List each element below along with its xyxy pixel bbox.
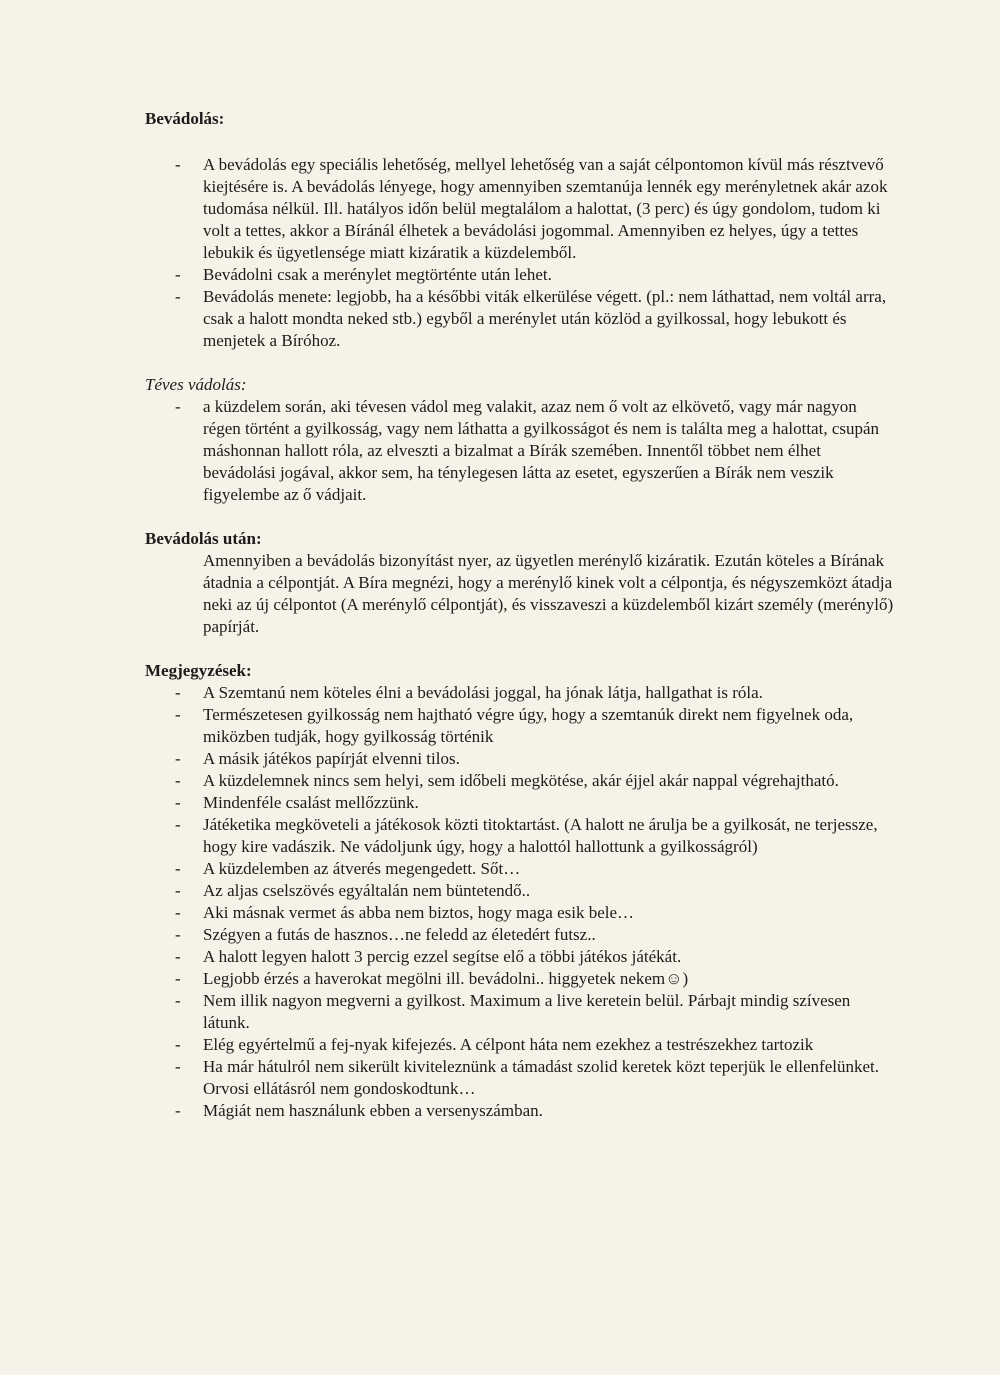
section-title-teves: Téves vádolás: [145, 375, 247, 394]
list-item: - Bevádolni csak a merénylet megtörténte után lehet. [145, 264, 895, 286]
megjegyzesek-list [145, 682, 895, 1122]
list-item: - A halott legyen halott 3 percig ezzel segítse elő a többi játékos játékát. [145, 946, 895, 968]
utan-paragraph: Amennyiben a bevádolás bizonyítást nyer, az ügyetlen merénylő kizáratik. Ezután köteles a Bírának átadnia a célpontját. A Bíra megnézi, hogy a merénylő kinek volt a célpontja, és négyszemközt átadja neki az új célpontot (A merénylő célpontját), és visszaveszi a küzdelemből kizárt személy (merénylő) papírját. [203, 551, 894, 636]
list-item: - Szégyen a futás de hasznos…ne feledd az életedért futsz.. [145, 924, 895, 946]
list-item: - Mindenféle csalást mellőzzünk. [145, 792, 895, 814]
list-item: - a küzdelem során, aki tévesen vádol meg valakit, azaz nem ő volt az elkövető, vagy már nagyon régen történt a gyilkosság, vagy nem láthatta a gyilkosságot és nem is találta meg a halottat, csupán máshonnan hallott róla, az elveszti a bizalmat a Bírák szemében. Innentől többet nem élhet bevádolási jogával, akkor sem, ha ténylegesen látta az esetet, egyszerűen a Bírák nem veszik figyelembe az ő vádjait. [145, 396, 895, 506]
list-item: - A bevádolás egy speciális lehetőség, mellyel lehetőség van a saját célpontomon kívül más résztvevő kiejtésére is. A bevádolás lényege, hogy amennyiben szemtanúja lennék egy merényletnek akár azok tudomása nélkül. Ill. hatályos időn belül megtalálom a halottat, (3 perc) és úgy gondolom, tudom ki volt a tettes, akkor a Bíránál élhetek a bevádolási jogommal. Amennyiben ez helyes, úgy a tettes lebukik és ügyetlensége miatt kizáratik a küzdelemből. [145, 154, 895, 264]
list-item: - Aki másnak vermet ás abba nem biztos, hogy maga esik bele… [145, 902, 895, 924]
list-item: - Nem illik nagyon megverni a gyilkost. Maximum a live keretein belül. Párbajt mindig szívesen látunk. [145, 990, 895, 1034]
list-item: - A Szemtanú nem köteles élni a bevádolási joggal, ha jónak látja, hallgathat is róla. [145, 682, 895, 704]
list-item: - Természetesen gyilkosság nem hajtható végre úgy, hogy a szemtanúk direkt nem figyelnek oda, miközben tudják, hogy gyilkosság történik [145, 704, 895, 748]
section-title-bevadolas: Bevádolás: [145, 109, 225, 128]
bevadolas-list [145, 154, 895, 352]
section-title-megjegyzesek: Megjegyzések: [145, 661, 252, 680]
document-content [145, 108, 895, 1122]
teves-list [145, 396, 895, 506]
list-item: - Legjobb érzés a haverokat megölni ill. bevádolni.. higgyetek nekem☺) [145, 968, 895, 990]
list-item: - Ha már hátulról nem sikerült kiviteleznünk a támadást szolid keretek közt teperjük le ellenfelünket. Orvosi ellátásról nem gondoskodtunk… [145, 1056, 895, 1100]
list-item: - A küzdelemnek nincs sem helyi, sem időbeli megkötése, akár éjjel akár nappal végrehajtható. [145, 770, 895, 792]
list-item: - A másik játékos papírját elvenni tilos. [145, 748, 895, 770]
list-item: - Az aljas cselszövés egyáltalán nem büntetendő.. [145, 880, 895, 902]
list-item: - Elég egyértelmű a fej-nyak kifejezés. A célpont háta nem ezekhez a testrészekhez tartozik [145, 1034, 895, 1056]
section-title-utan: Bevádolás után: [145, 529, 262, 548]
list-item: - Játéketika megköveteli a játékosok közti titoktartást. (A halott ne árulja be a gyilkosát, ne terjessze, hogy kire vadászik. Ne vádoljunk úgy, hogy a halottól hallottunk a gyilkosságról) [145, 814, 895, 858]
list-item: - Mágiát nem használunk ebben a versenyszámban. [145, 1100, 895, 1122]
list-item: - A küzdelemben az átverés megengedett. Sőt… [145, 858, 895, 880]
list-item: - Bevádolás menete: legjobb, ha a későbbi viták elkerülése végett. (pl.: nem láthattad, nem voltál arra, csak a halott mondta neked stb.) egyből a merénylet után közlöd a gyilkossal, hogy lebukott és menjetek a Bíróhoz. [145, 286, 895, 352]
